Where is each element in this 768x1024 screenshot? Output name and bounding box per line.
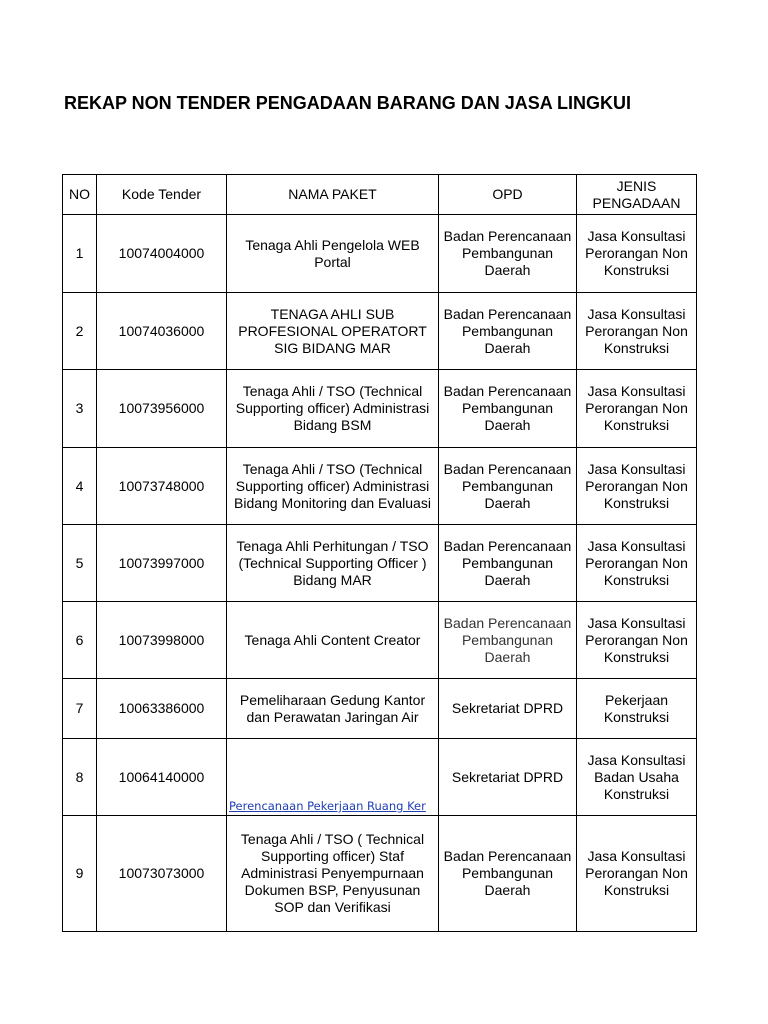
row-opd: Badan Perencanaan Pembangunan Daerah	[439, 215, 577, 293]
row-kode-tender: 10073956000	[97, 370, 227, 448]
header-row	[63, 175, 697, 215]
row-no: 1	[63, 215, 97, 293]
table-row	[63, 602, 697, 679]
row-nama-paket: Pemeliharaan Gedung Kantor dan Perawatan Jaringan Air	[227, 679, 439, 739]
row-opd: Badan Perencanaan Pembangunan Daerah	[439, 370, 577, 448]
row-no: 8	[63, 739, 97, 816]
row-jenis-pengadaan: Jasa Konsultasi Perorangan Non Konstruksi	[577, 370, 697, 448]
row-nama-paket: Tenaga Ahli Content Creator	[227, 602, 439, 679]
row-opd: Badan Perencanaan Pembangunan Daerah	[439, 448, 577, 525]
row-kode-tender: 10073073000	[97, 816, 227, 932]
recap-table	[62, 174, 697, 932]
row-opd: Sekretariat DPRD	[439, 679, 577, 739]
row-no: 9	[63, 816, 97, 932]
row-no: 6	[63, 602, 97, 679]
row-jenis-pengadaan: Jasa Konsultasi Perorangan Non Konstruksi	[577, 525, 697, 602]
row-jenis-pengadaan: Jasa Konsultasi Perorangan Non Konstruksi	[577, 293, 697, 370]
row-nama-paket: Tenaga Ahli / TSO ( Technical Supporting officer) Staf Administrasi Penyempurnaan Dokumen BSP, Penyusunan SOP dan Verifikasi	[227, 816, 439, 932]
row-jenis-pengadaan: Jasa Konsultasi Perorangan Non Konstruksi	[577, 602, 697, 679]
header-opd: OPD	[439, 175, 577, 215]
row-opd: Badan Perencanaan Pembangunan Daerah	[439, 525, 577, 602]
header-nama-paket: NAMA PAKET	[227, 175, 439, 215]
row-jenis-pengadaan: Jasa Konsultasi Badan Usaha Konstruksi	[577, 739, 697, 816]
row-jenis-pengadaan: Pekerjaan Konstruksi	[577, 679, 697, 739]
row-jenis-pengadaan: Jasa Konsultasi Perorangan Non Konstruksi	[577, 816, 697, 932]
row-no: 3	[63, 370, 97, 448]
row-kode-tender: 10073997000	[97, 525, 227, 602]
header-jenis-pengadaan: JENIS PENGADAAN	[577, 175, 697, 215]
row-nama-paket: TENAGA AHLI SUB PROFESIONAL OPERATORT SIG BIDANG MAR	[227, 293, 439, 370]
row-kode-tender: 10063386000	[97, 679, 227, 739]
row-kode-tender: 10073998000	[97, 602, 227, 679]
row-kode-tender: 10064140000	[97, 739, 227, 816]
row-jenis-pengadaan: Jasa Konsultasi Perorangan Non Konstruksi	[577, 448, 697, 525]
row-opd: Badan Perencanaan Pembangunan Daerah	[439, 602, 577, 679]
table-row	[63, 739, 697, 816]
row-kode-tender: 10074004000	[97, 215, 227, 293]
row-opd: Badan Perencanaan Pembangunan Daerah	[439, 293, 577, 370]
table-row	[63, 525, 697, 602]
row-no: 4	[63, 448, 97, 525]
row-no: 5	[63, 525, 97, 602]
table-row	[63, 370, 697, 448]
row-kode-tender: 10073748000	[97, 448, 227, 525]
nama-paket-link[interactable]: Perencanaan Pekerjaan Ruang Ker	[229, 799, 426, 813]
table-row	[63, 816, 697, 932]
row-nama-paket: Tenaga Ahli / TSO (Technical Supporting officer) Administrasi Bidang BSM	[227, 370, 439, 448]
table-row	[63, 293, 697, 370]
row-nama-paket: Tenaga Ahli / TSO (Technical Supporting officer) Administrasi Bidang Monitoring dan Evaluasi	[227, 448, 439, 525]
row-jenis-pengadaan: Jasa Konsultasi Perorangan Non Konstruksi	[577, 215, 697, 293]
row-nama-paket	[227, 739, 439, 816]
page-title: REKAP NON TENDER PENGADAAN BARANG DAN JASA LINGKUI	[64, 93, 632, 113]
row-no: 7	[63, 679, 97, 739]
row-no: 2	[63, 293, 97, 370]
table-row	[63, 215, 697, 293]
table-row	[63, 448, 697, 525]
row-kode-tender: 10074036000	[97, 293, 227, 370]
header-no: NO	[63, 175, 97, 215]
header-kode-tender: Kode Tender	[97, 175, 227, 215]
row-opd: Sekretariat DPRD	[439, 739, 577, 816]
row-opd: Badan Perencanaan Pembangunan Daerah	[439, 816, 577, 932]
row-nama-paket: Tenaga Ahli Pengelola WEB Portal	[227, 215, 439, 293]
table-row	[63, 679, 697, 739]
row-nama-paket: Tenaga Ahli Perhitungan / TSO (Technical Supporting Officer ) Bidang MAR	[227, 525, 439, 602]
